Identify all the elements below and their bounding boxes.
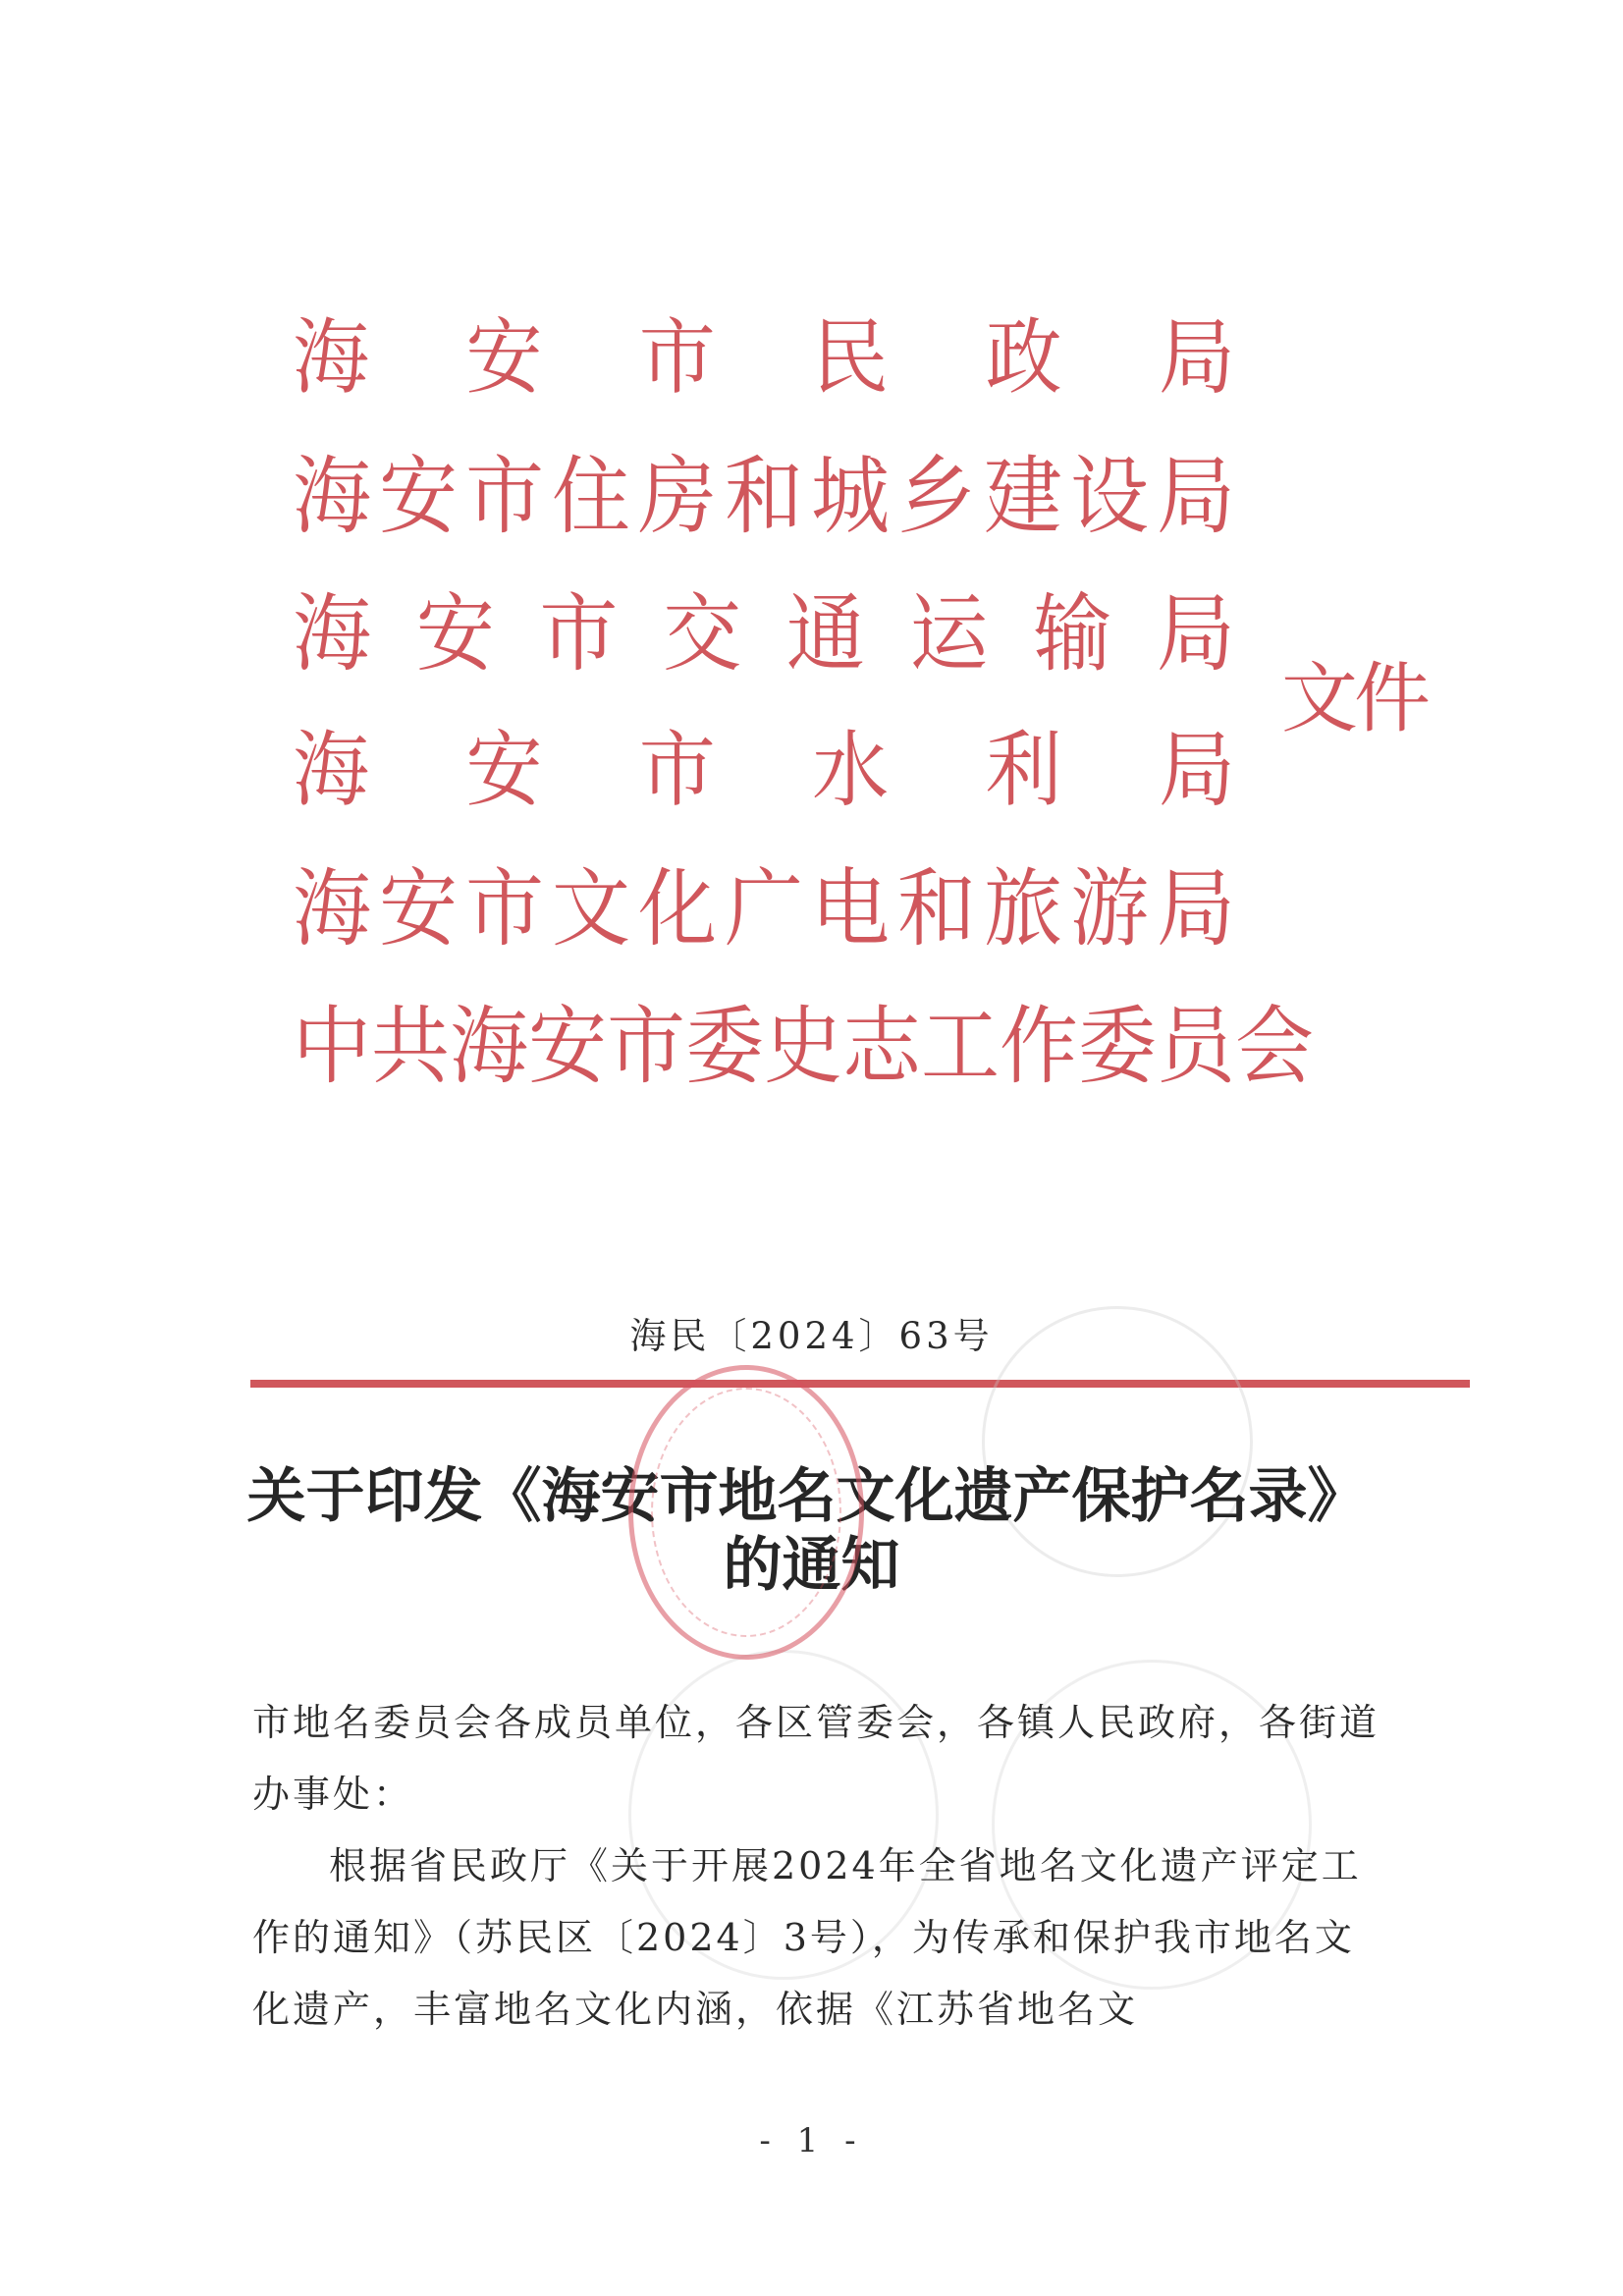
document-number: 海民〔2024〕63号 (629, 1315, 994, 1357)
issuer-water-resources-bureau (293, 725, 1235, 818)
issuer-history-committee (293, 997, 1314, 1096)
lh-char: 交 (663, 584, 742, 683)
lh-char: 委 (685, 997, 764, 1096)
lh-char: 局 (1157, 859, 1235, 958)
body-paragraph: 根据省民政厅《关于开展2024年全省地名文化遗产评定工作的通知》（苏民区〔2024〕3号），为传承和保护我市地名文化遗产，丰富地名文化内涵，依据《江苏省地名文 (252, 1844, 1362, 2031)
lh-char: 电 (811, 859, 890, 958)
lh-char: 和 (897, 859, 976, 958)
lh-char: 安 (415, 584, 495, 683)
letterhead-suffix: 文件 (1281, 655, 1428, 743)
page-number: - 1 - (759, 2121, 864, 2160)
lh-char: 通 (785, 584, 865, 683)
lh-char: 住 (552, 447, 630, 546)
salutation: 市地名委员会各成员单位，各区管委会，各镇人民政府，各街道办事处： (252, 1701, 1380, 1816)
issuer-civil-affairs-bureau (293, 312, 1235, 406)
lh-char: 市 (465, 447, 544, 546)
lh-char: 委 (1078, 997, 1157, 1096)
lh-char: 中 (293, 997, 371, 1096)
red-divider-line (250, 1380, 1470, 1388)
lh-char: 员 (1157, 997, 1235, 1096)
lh-char: 局 (1156, 584, 1235, 683)
lh-char: 志 (842, 997, 921, 1096)
lh-char: 海 (293, 584, 371, 683)
lh-char: 游 (1070, 859, 1149, 958)
lh-char: 安 (465, 723, 543, 819)
lh-char: 建 (984, 447, 1062, 546)
lh-char: 海 (450, 997, 528, 1096)
title-line-1: 关于印发《海安市地名文化遗产保护名录》 (246, 1462, 1367, 1531)
lh-char: 房 (638, 447, 717, 546)
lh-char: 文 (552, 859, 630, 958)
lh-char: 安 (528, 997, 607, 1096)
lh-char: 设 (1070, 447, 1149, 546)
lh-char: 和 (725, 447, 803, 546)
lh-char: 海 (293, 859, 371, 958)
lh-char: 市 (638, 310, 716, 407)
lh-char: 会 (1235, 997, 1314, 1096)
lh-char: 化 (638, 859, 717, 958)
lh-char: 市 (539, 584, 619, 683)
lh-char: 输 (1033, 584, 1112, 683)
lh-char: 作 (1000, 997, 1078, 1096)
issuer-housing-bureau (293, 447, 1235, 546)
lh-char: 运 (909, 584, 989, 683)
document-body (252, 1687, 1381, 2046)
lh-char: 城 (811, 447, 890, 546)
lh-char: 利 (985, 723, 1062, 819)
lh-char: 安 (379, 859, 458, 958)
lh-char: 市 (638, 723, 716, 819)
lh-char: 共 (371, 997, 450, 1096)
lh-char: 市 (465, 859, 544, 958)
letterhead (293, 310, 1314, 1096)
lh-char: 水 (812, 723, 890, 819)
lh-char: 海 (293, 310, 370, 407)
lh-char: 海 (293, 723, 370, 819)
lh-char: 史 (764, 997, 842, 1096)
lh-char: 安 (379, 447, 458, 546)
lh-char: 广 (725, 859, 803, 958)
lh-char: 局 (1157, 447, 1235, 546)
lh-char: 海 (293, 447, 371, 546)
lh-char: 旅 (984, 859, 1062, 958)
lh-char: 工 (921, 997, 1000, 1096)
lh-char: 安 (465, 310, 543, 407)
document-title (0, 1463, 1623, 1599)
lh-char: 局 (1158, 723, 1235, 819)
issuer-transport-bureau (293, 584, 1235, 683)
lh-char: 乡 (897, 447, 976, 546)
lh-char: 民 (812, 310, 890, 407)
lh-char: 政 (985, 310, 1062, 407)
lh-char: 市 (607, 997, 685, 1096)
title-line-2: 的通知 (723, 1531, 900, 1600)
lh-char: 局 (1158, 310, 1235, 407)
issuer-culture-tourism-bureau (293, 859, 1235, 958)
